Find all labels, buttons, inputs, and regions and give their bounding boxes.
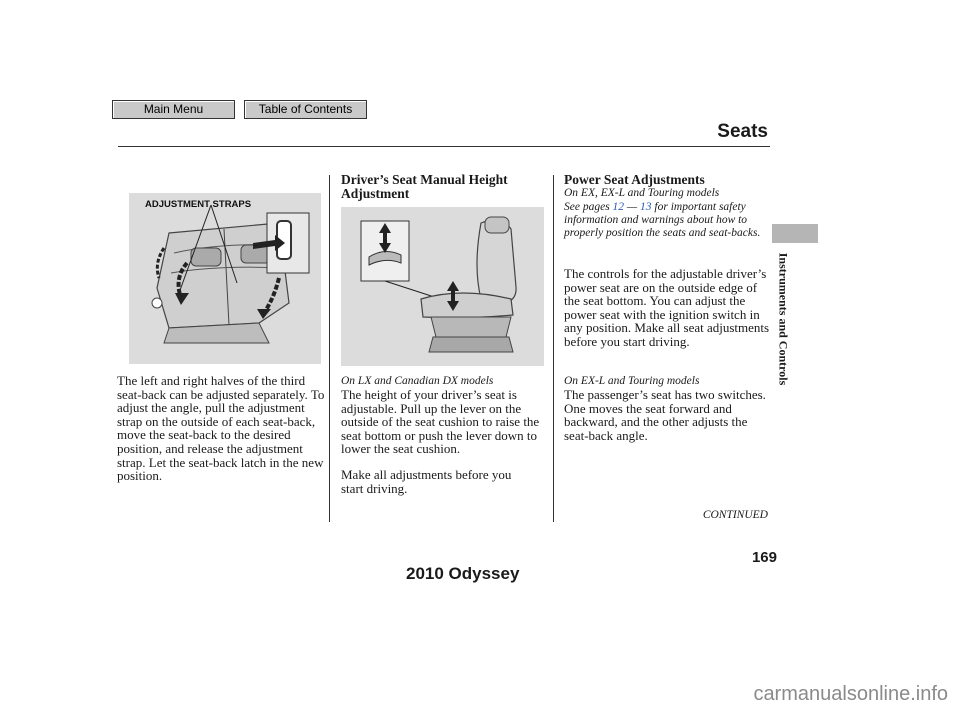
model-name: 2010 Odyssey (406, 564, 520, 583)
see-pages-prefix: See pages (564, 201, 610, 213)
section-heading-power-seat: Power Seat Adjustments (564, 172, 705, 187)
see-pages-suffix: for important safety information and warnings about how to properly position the seats and seat-backs. (564, 201, 761, 239)
models-note-lx-dx: On LX and Canadian DX models (341, 375, 494, 387)
section-tab-marker (772, 224, 818, 243)
image-label: ADJUSTMENT STRAPS (145, 199, 252, 210)
models-note-exl-touring: On EX-L and Touring models (564, 375, 700, 387)
section-heading-manual-height (341, 173, 551, 201)
driver-seat-drawing (341, 207, 544, 366)
third-seat-body-text: The left and right halves of the third seat-back can be adjusted separately. To adjust the angle, pull the adjustment strap on the outside of each seat-back, move the seat-back to the desired position, and release the adjustment strap. Let the seat-back latch in the new position. (117, 373, 325, 484)
column-divider (553, 175, 554, 522)
manual-height-reminder-text: Make all adjustments before you start driving. (341, 467, 512, 496)
third-row-seat-illustration (129, 193, 321, 364)
manual-height-body-text: The height of your driver’s seat is adjustable. Pull up the lever on the outside of the seat cushion to raise the seat bottom or push the lever down to lower the seat cushion. (341, 387, 540, 457)
header-rule (118, 146, 770, 147)
continued-label: CONTINUED (702, 509, 768, 521)
page-link-12[interactable]: 12 (612, 201, 625, 213)
passenger-seat-body-text: The passenger’s seat has two switches. One moves the seat forward and backward, and the other adjusts the seat-back angle. (564, 387, 766, 443)
watermark: carmanualsonline.info (753, 683, 948, 705)
page-title: Seats (717, 121, 768, 142)
power-seat-body-text: The controls for the adjustable driver’s power seat are on the outside edge of the seat bottom. You can adjust the power seat with the ignition switch in any position. Make all seat adjustments before you start driving. (564, 266, 770, 349)
main-menu-button[interactable]: Main Menu (112, 100, 235, 119)
page-range-dash: — (626, 201, 638, 213)
section-side-label (776, 252, 791, 386)
table-of-contents-button[interactable]: Table of Contents (244, 100, 367, 119)
page-link-13[interactable]: 13 (640, 201, 652, 213)
seat-strap-drawing (129, 193, 321, 364)
section-side-label-text: Instruments and Controls (776, 252, 791, 386)
heading-line: Driver’s Seat Manual Height (341, 172, 508, 187)
heading-line: Adjustment (341, 186, 410, 201)
models-note-ex-touring: On EX, EX-L and Touring models (564, 187, 720, 199)
driver-seat-illustration (341, 207, 544, 366)
safety-reference-note (564, 201, 772, 240)
column-divider (329, 175, 330, 522)
page-number: 169 (751, 549, 777, 566)
